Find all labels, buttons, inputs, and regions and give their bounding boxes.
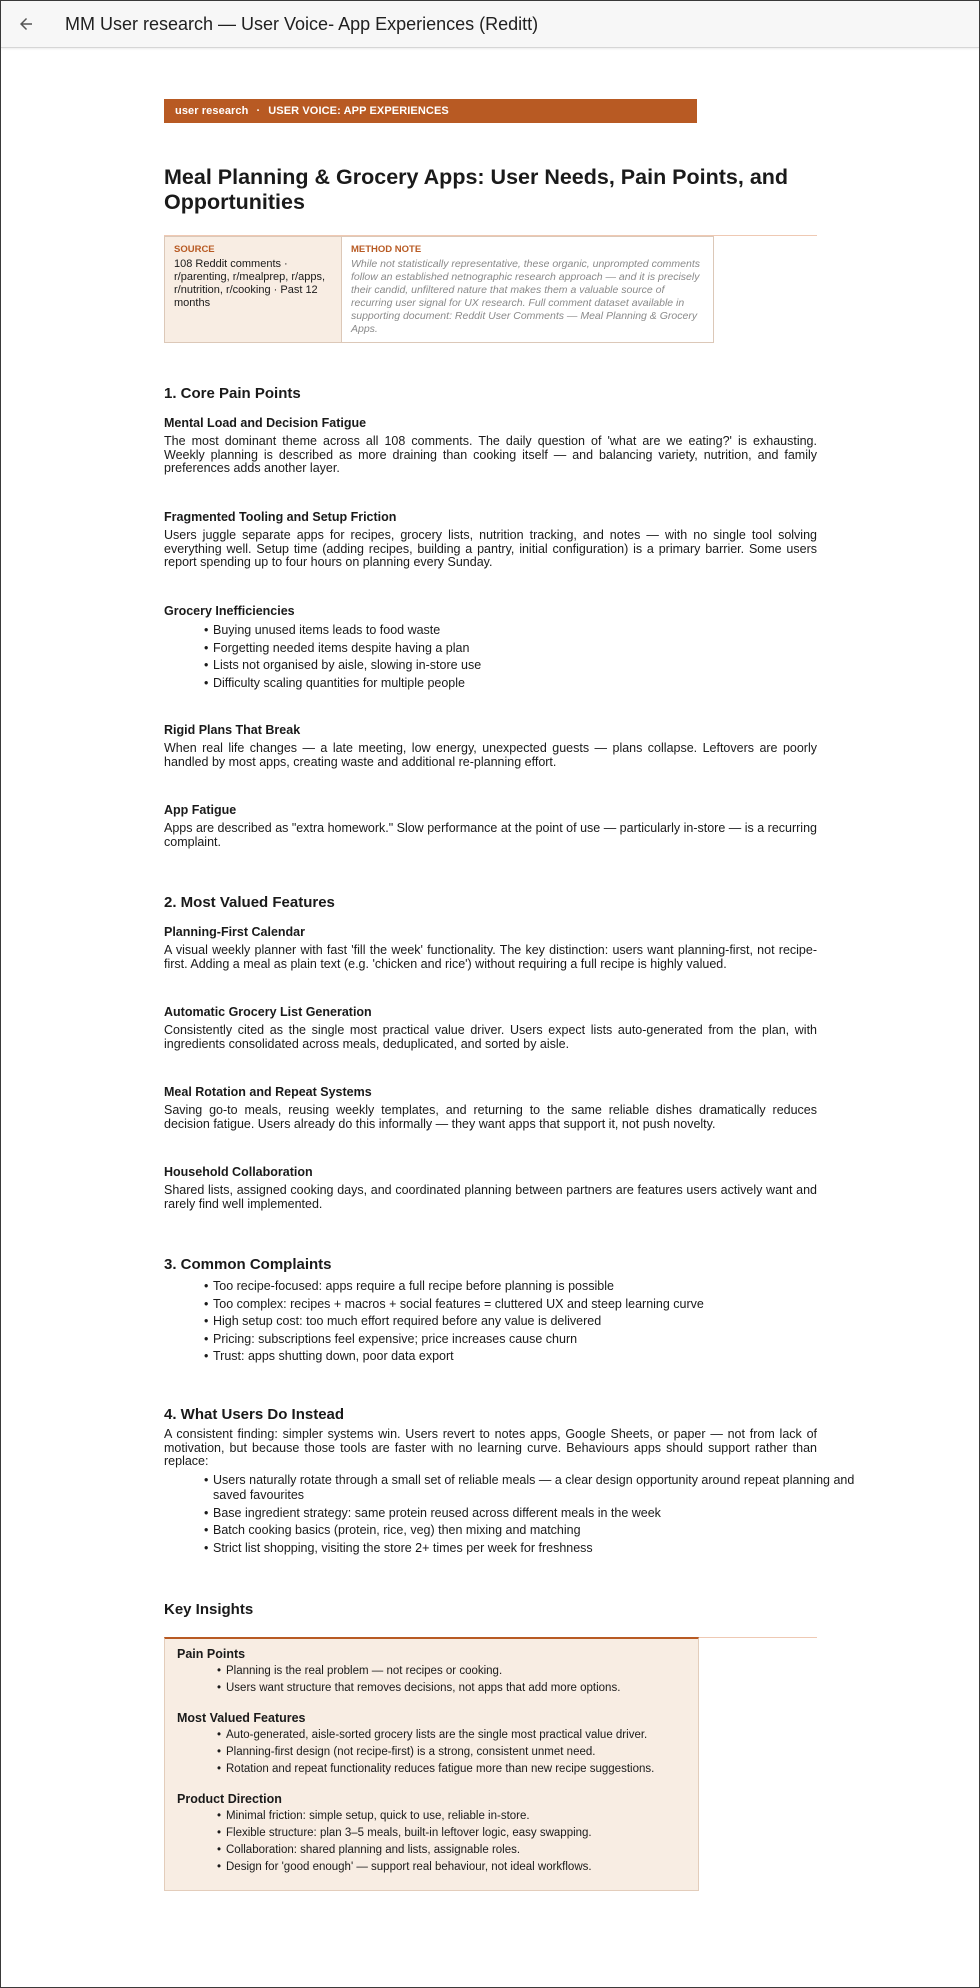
list-item: • Design for 'good enough' — support real behaviour, not ideal workflows. (217, 1859, 686, 1876)
insight-group (177, 1792, 686, 1876)
section-heading: 4. What Users Do Instead (164, 1406, 345, 1423)
key-insights-box (164, 1637, 699, 1891)
insight-group-title: Product Direction (177, 1792, 282, 1806)
document-page (164, 99, 855, 1873)
subsection-heading: Planning-First Calendar (164, 925, 305, 939)
bullet-list (164, 1473, 857, 1558)
subsection-heading: Rigid Plans That Break (164, 723, 301, 737)
list-item: • Rotation and repeat functionality reduces fatigue more than new recipe suggestions. (217, 1761, 686, 1778)
banner-heading: USER VOICE: APP EXPERIENCES (268, 105, 449, 117)
method-text: While not statistically representative, these organic, unprompted comments follow an established netnographic research approach — and it is precisely their candid, unfiltered nature that makes them a valuable source of recurring user signal for UX research. Full comment dataset available in supporting document: Reddit User Comments — Meal Planning & Grocery Apps. (351, 258, 700, 335)
insight-group-title: Pain Points (177, 1647, 246, 1661)
list-item: • Users want structure that removes decisions, not apps that add more options. (217, 1680, 686, 1697)
subsection-heading: Mental Load and Decision Fatigue (164, 416, 367, 430)
list-item: • Too recipe-focused: apps require a full recipe before planning is possible (204, 1279, 857, 1294)
subsection-heading: Meal Rotation and Repeat Systems (164, 1085, 372, 1099)
paragraph: The most dominant theme across all 108 comments. The daily question of 'what are we eating?' is exhausting. Weekly planning is described as more draining than cooking itself — and balancing variety, nutrition, and family preferences adds another layer. (164, 434, 817, 475)
source-cell (165, 237, 342, 342)
insight-group (177, 1647, 686, 1697)
list-item: • Planning-first design (not recipe-first) is a strong, consistent unmet need. (217, 1744, 686, 1761)
top-bar (1, 1, 979, 48)
list-item: • Batch cooking basics (protein, rice, veg) then mixing and matching (204, 1523, 857, 1538)
list-item: • Auto-generated, aisle-sorted grocery lists are the single most practical value driver. (217, 1727, 686, 1744)
method-note-cell (342, 237, 713, 342)
list-item: • Base ingredient strategy: same protein reused across different meals in the week (204, 1506, 857, 1521)
meta-table (164, 236, 714, 343)
section-banner (164, 99, 697, 123)
section-heading: 1. Core Pain Points (164, 385, 301, 402)
page-title: Meal Planning & Grocery Apps: User Needs, Pain Points, and Opportunities (164, 165, 789, 214)
list-item: • Flexible structure: plan 3–5 meals, built-in leftover logic, easy swapping. (217, 1825, 686, 1842)
list-item: • Pricing: subscriptions feel expensive; price increases cause churn (204, 1332, 857, 1347)
list-item: • Too complex: recipes + macros + social features = cluttered UX and steep learning curve (204, 1297, 857, 1312)
paragraph: Consistently cited as the single most practical value driver. Users expect lists auto-generated from the plan, with ingredients consolidated across meals, deduplicated, and sorted by aisle. (164, 1023, 817, 1051)
list-item: • Forgetting needed items despite having a plan (204, 641, 857, 656)
paragraph: A visual weekly planner with fast 'fill the week' functionality. The key distinction: users want planning-first, not recipe-first. Adding a meal as plain text (e.g. 'chicken and rice') without requiring a full recipe is highly valued. (164, 943, 817, 971)
list-item: • Users naturally rotate through a small set of reliable meals — a clear design opportunity around repeat planning and saved favourites (204, 1473, 857, 1503)
list-item: • Difficulty scaling quantities for multiple people (204, 676, 857, 691)
paragraph: Users juggle separate apps for recipes, grocery lists, nutrition tracking, and notes — with no single tool solving everything well. Setup time (adding recipes, building a pantry, initial configuration) is a primary barrier. Some users report spending up to four hours on planning every Sunday. (164, 528, 817, 569)
list-item: • Strict list shopping, visiting the store 2+ times per week for freshness (204, 1541, 857, 1556)
section-heading: Key Insights (164, 1601, 254, 1618)
source-label: SOURCE (174, 244, 215, 255)
banner-category: user research (175, 105, 249, 117)
banner-separator: · (256, 105, 261, 117)
list-item: • Buying unused items leads to food waste (204, 623, 857, 638)
subsection-heading: Grocery Inefficiencies (164, 604, 295, 618)
bullet-list (164, 623, 857, 693)
paragraph: Shared lists, assigned cooking days, and coordinated planning between partners are features users actively want and rarely find well implemented. (164, 1183, 817, 1211)
insight-list (177, 1727, 686, 1778)
subsection-heading: Household Collaboration (164, 1165, 313, 1179)
subsection-heading: Automatic Grocery List Generation (164, 1005, 372, 1019)
document-title: MM User research — User Voice- App Experiences (Reditt) (65, 13, 539, 34)
list-item: • Trust: apps shutting down, poor data export (204, 1349, 857, 1364)
subsection-heading: App Fatigue (164, 803, 237, 817)
bullet-list (164, 1279, 857, 1367)
insight-list (177, 1663, 686, 1697)
section-heading: 3. Common Complaints (164, 1256, 332, 1273)
back-arrow-icon[interactable] (15, 13, 37, 35)
list-item: • Collaboration: shared planning and lists, assignable roles. (217, 1842, 686, 1859)
paragraph: Apps are described as "extra homework." Slow performance at the point of use — particularly in-store — is a recurring complaint. (164, 821, 817, 849)
list-item: • Minimal friction: simple setup, quick to use, reliable in-store. (217, 1808, 686, 1825)
paragraph: A consistent finding: simpler systems win. Users revert to notes apps, Google Sheets, or paper — not from lack of motivation, but because those tools are faster with no learning curve. Behaviours apps should support rather than replace: (164, 1427, 817, 1468)
subsection-heading: Fragmented Tooling and Setup Friction (164, 510, 397, 524)
paragraph: When real life changes — a late meeting, low energy, unexpected guests — plans collapse. Leftovers are poorly handled by most apps, creating waste and additional re-planning effort. (164, 741, 817, 769)
paragraph: Saving go-to meals, reusing weekly templates, and returning to the same reliable dishes dramatically reduces decision fatigue. Users already do this informally — they want apps that support it, not push novelty. (164, 1103, 817, 1131)
method-label: METHOD NOTE (351, 244, 422, 255)
list-item: • High setup cost: too much effort required before any value is delivered (204, 1314, 857, 1329)
insight-group (177, 1711, 686, 1778)
section-heading: 2. Most Valued Features (164, 894, 335, 911)
list-item: • Planning is the real problem — not recipes or cooking. (217, 1663, 686, 1680)
insight-list (177, 1808, 686, 1876)
list-item: • Lists not organised by aisle, slowing in-store use (204, 658, 857, 673)
source-text: 108 Reddit comments · r/parenting, r/mealprep, r/apps, r/nutrition, r/cooking · Past 12 months (174, 258, 326, 309)
insight-group-title: Most Valued Features (177, 1711, 306, 1725)
